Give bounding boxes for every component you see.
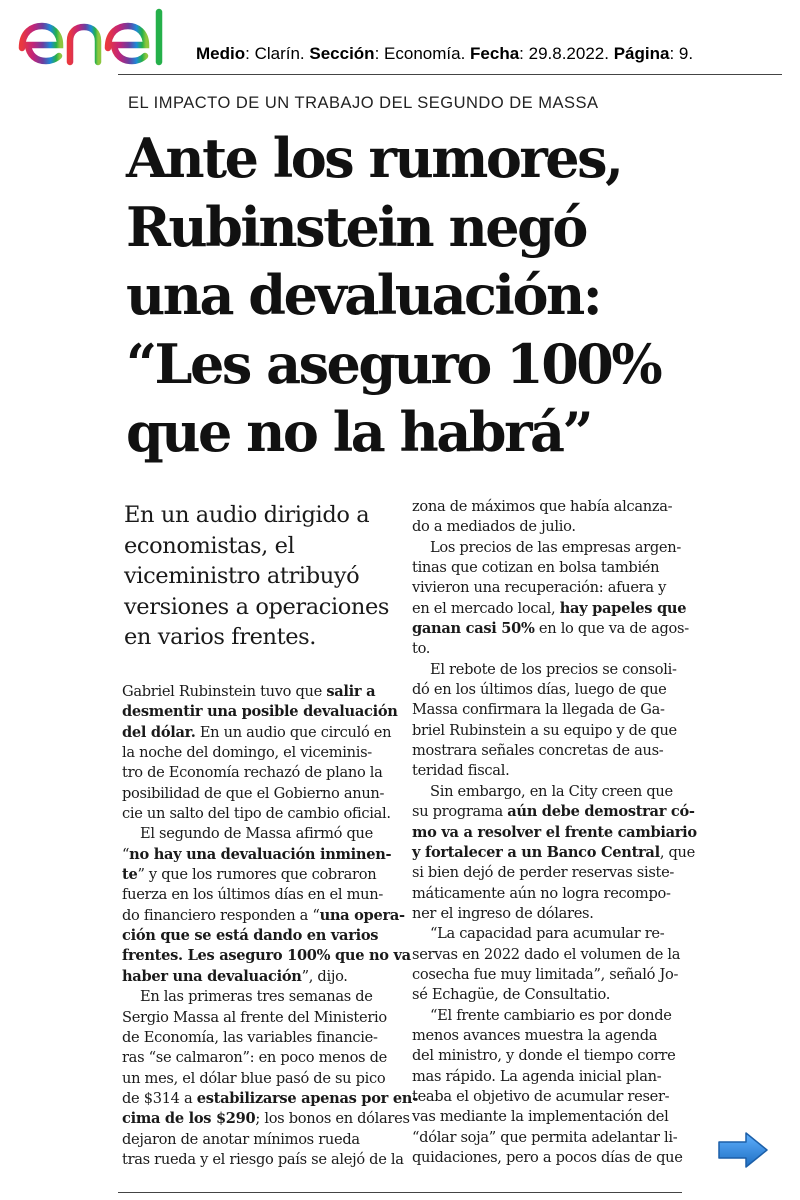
body-text-bold: una opera- — [319, 906, 405, 924]
enel-logo — [18, 8, 178, 74]
body-line — [412, 1087, 682, 1107]
article-body-right-column — [412, 497, 697, 1168]
body-line — [412, 884, 682, 904]
header-divider — [118, 74, 782, 75]
footer-divider — [118, 1192, 682, 1193]
medio-value: Clarín. — [254, 44, 305, 63]
body-line — [412, 1148, 682, 1168]
body-line — [412, 578, 682, 598]
body-text-bold: del dólar. — [122, 723, 196, 741]
body-text: de $314 a — [122, 1089, 197, 1107]
body-line — [412, 1046, 682, 1066]
body-line — [412, 965, 682, 985]
body-text-bold: haber una devaluación — [122, 967, 302, 985]
body-text: ner el ingreso de dólares. — [412, 904, 594, 922]
body-line — [122, 1150, 404, 1170]
body-text: “La capacidad para acumular re- — [430, 925, 665, 943]
body-line — [122, 865, 392, 885]
body-text-bold: ción que se está dando en varios — [122, 927, 379, 945]
body-text: tro de Economía rechazó de plano la — [122, 764, 383, 782]
body-text-bold: y fortalecer a un Banco Central — [412, 843, 660, 861]
body-line — [412, 1107, 682, 1127]
body-text-bold: ganan casi 50% — [412, 620, 535, 638]
body-line — [412, 639, 682, 659]
body-line — [412, 558, 682, 578]
body-text: del ministro, y donde el tiempo corre — [412, 1047, 676, 1065]
headline-line: que no la habrá” — [126, 400, 592, 464]
body-text: menos avances muestra la agenda — [412, 1026, 658, 1044]
body-text: tras rueda y el riesgo país se alejó de la — [122, 1150, 404, 1168]
body-text: la noche del domingo, el viceminis- — [122, 744, 372, 762]
body-text: Sergio Massa al frente del Ministerio — [122, 1008, 387, 1026]
body-text: En un audio que circuló en — [195, 723, 392, 741]
body-line — [412, 660, 682, 680]
body-text: Gabriel Rubinstein tuvo que — [122, 683, 327, 700]
body-text: vivieron una recuperación: afuera y — [412, 579, 667, 597]
body-line — [122, 946, 411, 966]
body-line — [122, 885, 392, 905]
fecha-value: 29.8.2022. — [528, 44, 609, 63]
body-text: Los precios de las empresas argen- — [430, 538, 681, 556]
body-line — [412, 802, 695, 822]
body-text: “El frente cambiario es por donde — [430, 1006, 672, 1024]
headline-line: “Les aseguro 100% — [126, 331, 661, 396]
body-line — [122, 743, 392, 763]
body-line — [412, 599, 687, 619]
body-line — [412, 843, 695, 863]
body-text: quidaciones, pero a pocos días de que — [412, 1149, 683, 1166]
headline-line: Ante los rumores, — [126, 126, 622, 190]
body-line — [122, 1089, 418, 1109]
body-text: de Economía, las variables financie- — [122, 1028, 378, 1046]
body-text: servas en 2022 dado el volumen de la — [412, 945, 681, 963]
body-line — [412, 538, 682, 558]
body-text: briel Rubinstein a su equipo y de que — [412, 721, 677, 739]
body-text: El rebote de los precios se consoli- — [430, 660, 677, 678]
body-text: “dólar soja” que permita adelantar li- — [412, 1128, 678, 1146]
body-text-bold: no hay una devaluación inminen- — [129, 845, 392, 863]
body-text: en lo que va de agos- — [534, 620, 689, 638]
body-text: El segundo de Massa afirmó que — [140, 825, 373, 843]
body-line — [412, 904, 682, 924]
body-text: do a mediados de julio. — [412, 518, 576, 536]
pagina-label: Página — [613, 44, 670, 63]
body-line — [412, 823, 697, 843]
body-text: “ — [122, 845, 130, 863]
medio-label: Medio — [196, 44, 246, 63]
body-line — [122, 906, 405, 926]
body-text-bold: desmentir una posible devaluación — [122, 703, 398, 721]
body-line — [122, 804, 392, 824]
headline-line: Rubinstein negó — [126, 194, 586, 259]
body-text: do financiero responden a “ — [122, 906, 320, 924]
body-line — [412, 1128, 682, 1148]
body-line — [412, 1026, 682, 1046]
body-text-bold: estabilizarse apenas por en- — [196, 1089, 418, 1107]
body-text: en el mercado local, — [412, 599, 560, 617]
body-text: cie un salto del tipo de cambio oficial. — [122, 805, 391, 823]
body-line — [412, 1067, 682, 1087]
body-line — [412, 721, 682, 741]
body-line — [122, 682, 392, 702]
arrow-right-icon[interactable] — [716, 1130, 770, 1170]
body-line — [412, 700, 682, 720]
lead-line: economistas, el — [124, 532, 295, 559]
body-text: teridad fiscal. — [412, 762, 510, 780]
body-line — [412, 680, 682, 700]
lead-line: versiones a operaciones — [124, 593, 390, 620]
body-line — [122, 1028, 392, 1048]
body-line — [412, 761, 682, 781]
body-text: teaba el objetivo de acumular reser- — [412, 1087, 670, 1105]
body-line — [122, 967, 392, 987]
body-text: , que — [659, 843, 695, 861]
document-meta: Medio: Clarín. Sección: Economía. Fecha: 29.8.2022. Página: 9. — [196, 44, 694, 63]
article-body-left-column — [122, 682, 418, 1170]
lead-line: viceministro atribuyó — [124, 563, 360, 589]
headline-line: una devaluación: — [126, 263, 601, 327]
article-kicker: EL IMPACTO DE UN TRABAJO DEL SEGUNDO DE MASSA — [128, 94, 599, 112]
body-line — [412, 945, 682, 965]
body-text: máticamente aún no logra recompo- — [412, 884, 671, 902]
lead-line: En un audio dirigido a — [124, 502, 370, 528]
body-text: su programa — [412, 803, 508, 821]
body-text: ; los bonos en dólares — [255, 1110, 410, 1128]
body-line — [412, 985, 682, 1005]
body-text-bold: hay papeles que — [559, 599, 687, 617]
article-lead — [124, 500, 404, 653]
body-text: fuerza en los últimos días en el mun- — [122, 886, 383, 904]
body-line — [412, 1006, 682, 1026]
body-text: En las primeras tres semanas de — [140, 988, 373, 1006]
body-line — [412, 517, 682, 537]
body-line — [412, 741, 682, 761]
body-line — [122, 1069, 392, 1089]
lead-line: en varios frentes. — [124, 624, 317, 650]
body-text: vas mediante la implementación del — [412, 1108, 669, 1126]
seccion-label: Sección — [309, 44, 375, 63]
body-text: sé Echagüe, de Consultatio. — [412, 986, 611, 1004]
body-text-bold: mo va a resolver el frente cambiario — [412, 823, 697, 841]
pagina-value: 9. — [678, 44, 694, 63]
body-line — [122, 784, 392, 804]
body-text-bold: te — [122, 866, 138, 884]
body-text: si bien dejó de perder reservas siste- — [412, 864, 675, 882]
body-line — [122, 987, 392, 1007]
body-line — [122, 926, 392, 946]
body-line — [122, 1048, 392, 1068]
body-text: mostrara señales concretas de aus- — [412, 742, 664, 760]
body-line — [122, 1130, 392, 1150]
body-text: ” y que los rumores que cobraron — [137, 866, 377, 884]
body-line — [122, 1008, 392, 1028]
body-text: Sin embargo, en la City creen que — [430, 782, 673, 800]
body-text: zona de máximos que había alcanza- — [412, 498, 673, 515]
body-line — [122, 763, 392, 783]
body-text: to. — [412, 640, 431, 658]
body-text: dejaron de anotar mínimos rueda — [122, 1130, 360, 1148]
body-line — [122, 702, 398, 722]
page-header — [0, 0, 800, 80]
body-line — [122, 1109, 410, 1129]
body-line — [122, 845, 392, 865]
body-line — [412, 863, 682, 883]
seccion-value: Economía. — [384, 44, 466, 63]
body-text: ras “se calmaron”: en poco menos de — [122, 1049, 387, 1067]
body-text: Massa confirmara la llegada de Ga- — [412, 701, 665, 719]
body-text: posibilidad de que el Gobierno anun- — [122, 784, 385, 802]
body-text: ”, dijo. — [301, 967, 348, 985]
body-line — [412, 924, 682, 944]
fecha-label: Fecha — [470, 44, 520, 63]
body-text: cosecha fue muy limitada”, señaló Jo- — [412, 965, 679, 983]
body-text: tinas que cotizan en bolsa también — [412, 559, 660, 577]
body-line — [122, 824, 392, 844]
body-text-bold: salir a — [326, 683, 376, 700]
body-text: dó en los últimos días, luego de que — [412, 681, 667, 699]
body-line — [412, 619, 689, 639]
article-headline — [126, 124, 726, 467]
body-text-bold: cima de los $290 — [122, 1110, 256, 1128]
body-text-bold: aún debe demostrar có- — [507, 803, 695, 821]
body-text: un mes, el dólar blue pasó de su pico — [122, 1069, 386, 1087]
body-line — [412, 782, 682, 802]
body-line — [412, 497, 682, 517]
body-line — [122, 723, 392, 743]
body-text-bold: frentes. Les aseguro 100% que no va — [122, 947, 411, 965]
body-text: mas rápido. La agenda inicial plan- — [412, 1067, 662, 1085]
